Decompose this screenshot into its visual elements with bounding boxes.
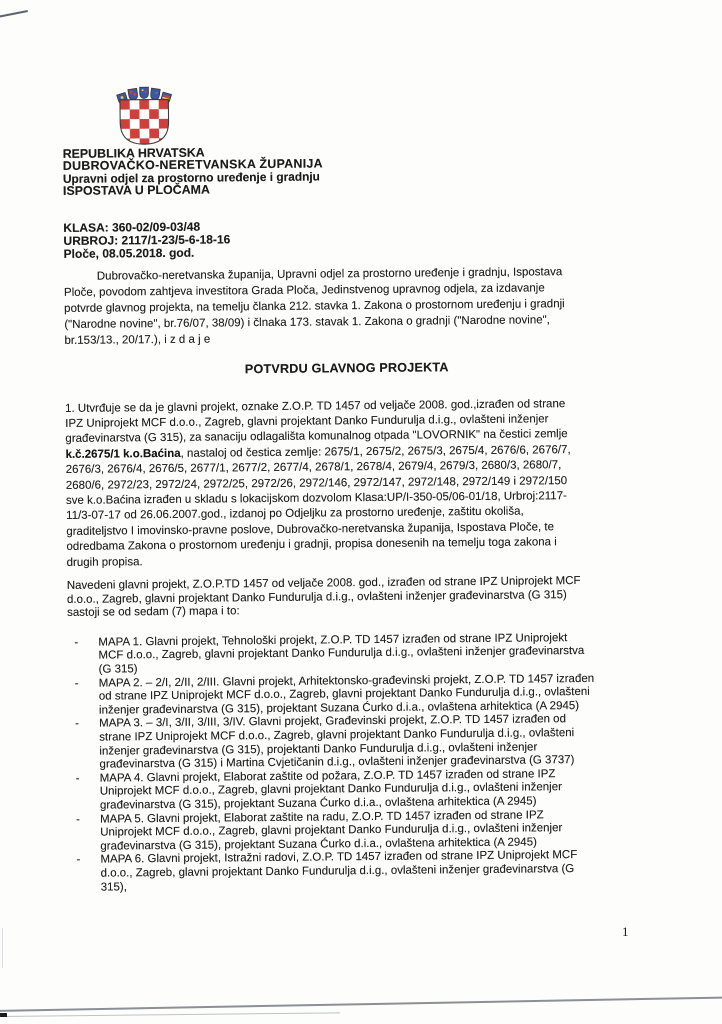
list-dash-marker: - [74,636,79,649]
list-item-text: MAPA 2. – 2/I, 2/II, 2/III. Glavni projekt, Arhitektonsko-građevinski projekt, Z.O.P. TD 1457 izrađen od strane IPZ Uniprojekt MCF d.o.o., Zagreb, glavni projektant Danko Fundurulja d.i.g., ovlašteni inženjer građevinarstva (G 315), projektant Suzana Ćurko d.i.a., ovlaštena arhitektica (A 2945) [98,672,595,717]
list-item-mapa-1 [67,631,679,678]
list-dash-marker: - [75,813,80,826]
letterhead-county: DUBROVAČKO-NERETVANSKA ŽUPANIJA [62,156,323,174]
parcel-designation: k.č.2675/1 k.o.Baćina [65,447,181,461]
scan-artifact-bottom-line-soft [0,1012,340,1017]
list-item-text: MAPA 6. Glavni projekt, Istražni radovi, Z.O.P. TD 1457 izrađen od strane IPZ Uniprojekt MCF d.o.o., Zagreb, glavni projektant Danko Fundurulja d.i.g., ovlašteni inženjer građevinarstva (G 315), [100,849,578,894]
klasa-number: KLASA: 360-02/09-03/48 [63,219,201,235]
document-content [62,80,682,895]
list-item-text: MAPA 1. Glavni projekt, Tehnološki projekt, Z.O.P. TD 1457 izrađen od strane IPZ Uniprojekt MCF d.o.o., Zagreb, glavni projektant Danko Fundurulja d.i.g., ovlašteni inženjer građevinarstva (G 315) [98,632,585,676]
decision-text-before-parcel: 1. Utvrđuje se da je glavni projekt, oznake Z.O.P. TD 1457 od veljače 2008. god.,izrađen od strane IPZ Uniprojekt MCF d.o.o., Zagreb, glavni projektant Danko Fundurulja d.i.g., ovlašteni inženjer građevinarstva (G 315), za sanaciju odlagališta komunalnog otpada "LOVORNIK" na čestici zemlje [65,397,568,446]
list-item-text: MAPA 4. Glavni projekt, Elaborat zaštite od požara, Z.O.P. TD 1457 izrađen od strane IPZ Uniprojekt MCF d.o.o., Zagreb, glavni projektant Danko Fundurulja d.i.g., ovlašteni inženjer građevinarstva (G 315), projektant Suzana Ćurko d.i.a., ovlaštena arhitektica (A 2945) [99,768,562,812]
croatian-coat-of-arms-icon [114,85,175,146]
list-item-mapa-5 [69,808,681,855]
list-item-text: MAPA 3. – 3/I, 3/II, 3/III, 3/IV. Glavni projekt, Građevinski projekt, Z.O.P. TD 1457 izrađen od strane IPZ Uniprojekt MCF d.o.o., Zagreb, glavni projektant Danko Fundurulja d.i.g., ovlašteni inženjer građevinarstva (G 315), projektanti Danko Fundurulja d.i.g., ovlašteni inženjer građevinarstva (G 315) i Martina Cvjetičanin d.i.g., ovlašteni inženjer građevinarstva (G 3737) [99,713,575,771]
list-item-mapa-4 [69,767,681,814]
list-item-mapa-6 [69,848,681,895]
letterhead-department: Upravni odjel za prostorno uređenje i gradnju [62,169,320,186]
list-dash-marker: - [75,772,80,785]
scan-artifact-bottom-line [0,996,722,1011]
decision-paragraph [65,396,679,571]
list-item-mapa-2 [68,672,680,719]
place-and-date: Ploče, 08.05.2018. god. [63,245,195,261]
scan-artifact-bottom-tick [0,1013,7,1017]
list-dash-marker: - [76,854,81,867]
letterhead-branch-office: ISPOSTAVA U PLOČAMA [62,182,210,199]
reference-block [63,216,675,261]
list-item-text: MAPA 5. Glavni projekt, Elaborat zaštite na radu, Z.O.P. TD 1457 izrađen od strane IPZ Uniprojekt MCF d.o.o., Zagreb, glavni projektant Danko Fundurulja d.i.g., ovlašteni inženjer građevinarstva (G 315), projektant Suzana Ćurko d.i.a., ovlaštena arhitektica (A 2945) [99,808,563,853]
urbroj-number: URBROJ: 2117/1-23/5-6-18-16 [63,231,231,248]
scan-artifact-left-edge [2,928,3,968]
map-list [67,631,681,895]
list-dash-marker: - [74,677,79,690]
document-title: POTVRDU GLAVNOG PROJEKTA [244,359,449,376]
page-number: 1 [622,924,629,939]
decision-text-after-parcel: , nastaloj od čestica zemlje: 2675/1, 2675/2, 2675/3, 2675/4, 2676/6, 2676/7, 2676/3, 2676/4, 2676/5, 2677/1, 2677/2, 2677/4, 2678/1, 2678/4, 2679/4, 2679/3, 2680/3, 2680/7, 2680/6, 2972/23, 2972/24, 2972/25, 2972/26, 2972/146, 2972/147, 2972/148, 2972/149 i 2972/150 sve k.o.Baćina izrađen u skladu s lokacijskom dozvolom Klasa:UP/I-350-05/06-01/18, Urbroj:2117- 11/3-07-17 od 26.06.2007.god., izdanoj po Odjeljku za prostorno uređenje, zaštitu okoliša, graditeljstvo I imovinsko-pravne poslove, Dubrovačko-neretvanska županija, Ispostava Ploče, te odredbama Zakona o prostornom uređenju i gradnji, propisa donesenih na temelju toga zakona i drugih propisa. [65,443,571,569]
maps-intro-paragraph: Navedeni glavni projekt, Z.O.P.TD 1457 od veljače 2008. god., izrađen od strane IPZ Uniprojekt MCF d.o.o., Zagreb, glavni projektant Danko Fundurulja d.i.g., ovlašteni inženjer građevinarstva (G 315) sastoji se od sedam (7) mapa i to: [66,575,581,620]
letterhead-country: REPUBLIKA HRVATSKA [62,145,205,161]
list-item-mapa-3 [68,712,680,772]
scan-artifact-top-left [0,10,28,18]
list-dash-marker: - [75,718,80,731]
intro-paragraph: Dubrovačko-neretvanska županija, Upravni odjel za prostorno uređenje i gradnju, Ispostava Ploče, povodom zahtjeva investitora Grada Ploča, Jedinstvenog upravnog odjela, za izdavanje potvrde glavnog projekta, na temelju članka 212. stavka 1. Zakona o prostornom uređenju i gradnji ("Narodne novine", br.76/07, 38/09) i člnaka 173. stavak 1. Zakona o gradnji ("Narodne novine", br.153/13., 20/17.), i z d a j e [63,265,565,348]
